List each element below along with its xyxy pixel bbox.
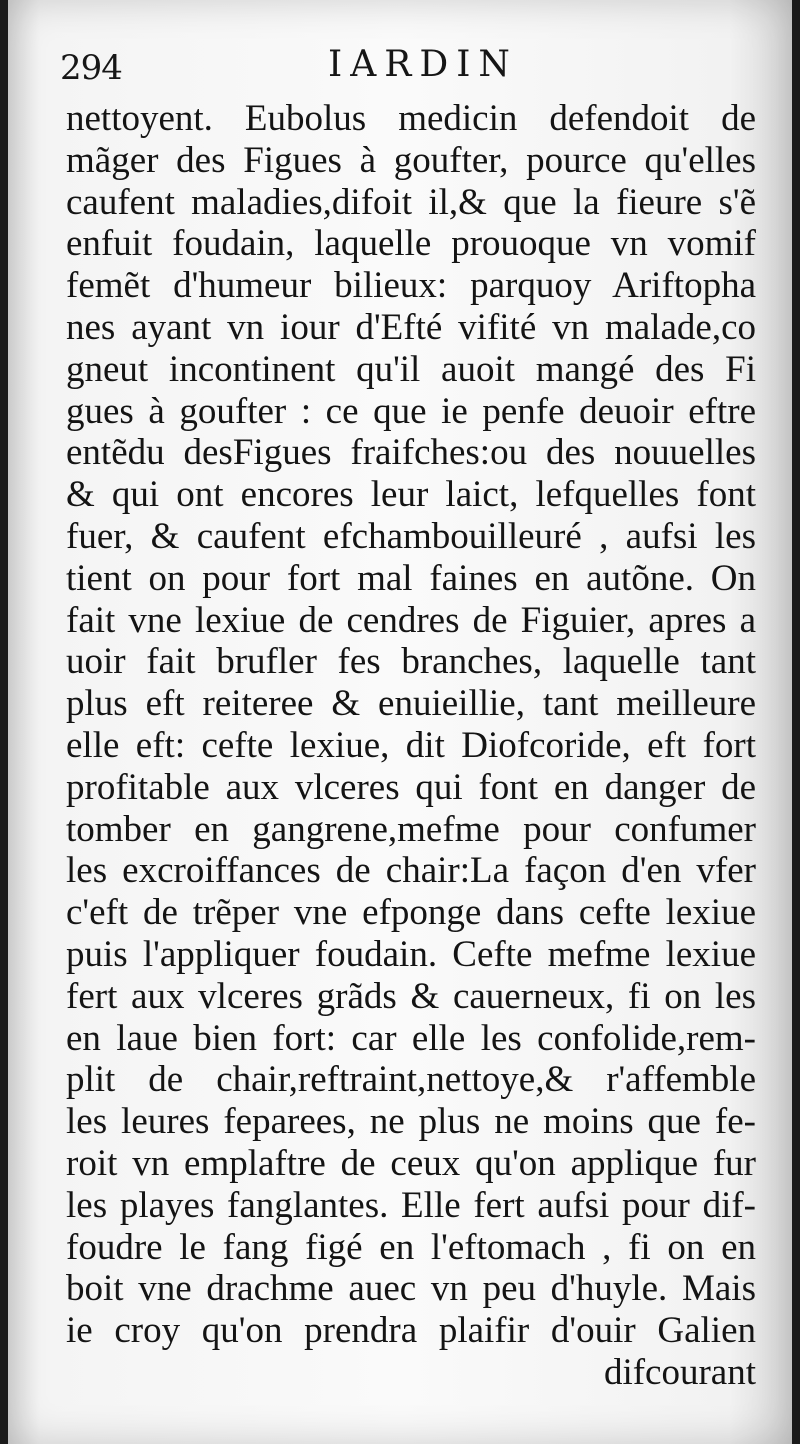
text-line: roit vn emplaftre de ceux qu'on applique fur — [66, 1142, 756, 1184]
text-line: les leures feparees, ne plus ne moins que fe- — [66, 1101, 756, 1143]
text-line: gues à goufter : ce que ie penfe deuoir eftre — [66, 390, 756, 432]
text-line: elle eft: cefte lexiue, dit Diofcoride, eft fort — [66, 724, 756, 766]
text-line: tomber en gangrene,mefme pour confumer — [66, 808, 756, 850]
text-line: puis l'appliquer foudain. Cefte mefme lexiue — [66, 933, 756, 975]
page-number: 294 — [60, 48, 122, 88]
text-line: boit vne drachme auec vn peu d'huyle. Mais — [66, 1268, 756, 1310]
text-line: gneut incontinent qu'il auoit mangé des Fi — [66, 348, 756, 390]
text-line: & qui ont encores leur laict, lefquelles font — [66, 474, 756, 516]
text-line: les excroiffances de chair:La façon d'en vfer — [66, 850, 756, 892]
catchword: difcourant — [603, 1351, 756, 1393]
body-text — [66, 98, 756, 1394]
text-line: enfuit foudain, laquelle prouoque vn vomif — [66, 223, 756, 265]
page-header — [58, 44, 758, 94]
text-line: les playes fanglantes. Elle fert aufsi pour dif- — [66, 1184, 756, 1226]
running-head: IARDIN — [328, 44, 518, 85]
text-line: ie croy qu'on prendra plaifir d'ouir Galien — [66, 1310, 756, 1352]
text-line: c'eft de trẽper vne efponge dans cefte lexiue — [66, 892, 756, 934]
text-line: fert aux vlceres grãds & cauerneux, fi on les — [66, 975, 756, 1017]
text-line: uoir fait brufler fes branches, laquelle tant — [66, 641, 756, 683]
text-line: en laue bien fort: car elle les confolide,rem- — [66, 1017, 756, 1059]
text-line: caufent maladies,difoit il,& que la fieure s'ẽ — [66, 181, 756, 223]
text-line: nes ayant vn iour d'Efté vifité vn malade,co — [66, 306, 756, 348]
text-line: entẽdu desFigues fraifches:ou des nouuelles — [66, 432, 756, 474]
text-line: tient on pour fort mal faines en autõne. On — [66, 557, 756, 599]
text-line: nettoyent. Eubolus medicin defendoit de — [66, 98, 756, 139]
text-line: mãger des Figues à goufter, pource qu'elles — [66, 139, 756, 181]
book-page — [8, 0, 792, 1444]
text-line: plit de chair,reftraint,nettoye,& r'affemble — [66, 1059, 756, 1101]
text-line: plus eft reiteree & enuieillie, tant meilleure — [66, 683, 756, 725]
text-line: fuer, & caufent efchambouilleuré , aufsi les — [66, 515, 756, 557]
text-line: femẽt d'humeur bilieux: parquoy Ariftopha — [66, 265, 756, 307]
text-line: foudre le fang figé en l'eftomach , fi on en — [66, 1226, 756, 1268]
text-line: fait vne lexiue de cendres de Figuier, apres a — [66, 599, 756, 641]
text-line: profitable aux vlceres qui font en danger de — [66, 766, 756, 808]
